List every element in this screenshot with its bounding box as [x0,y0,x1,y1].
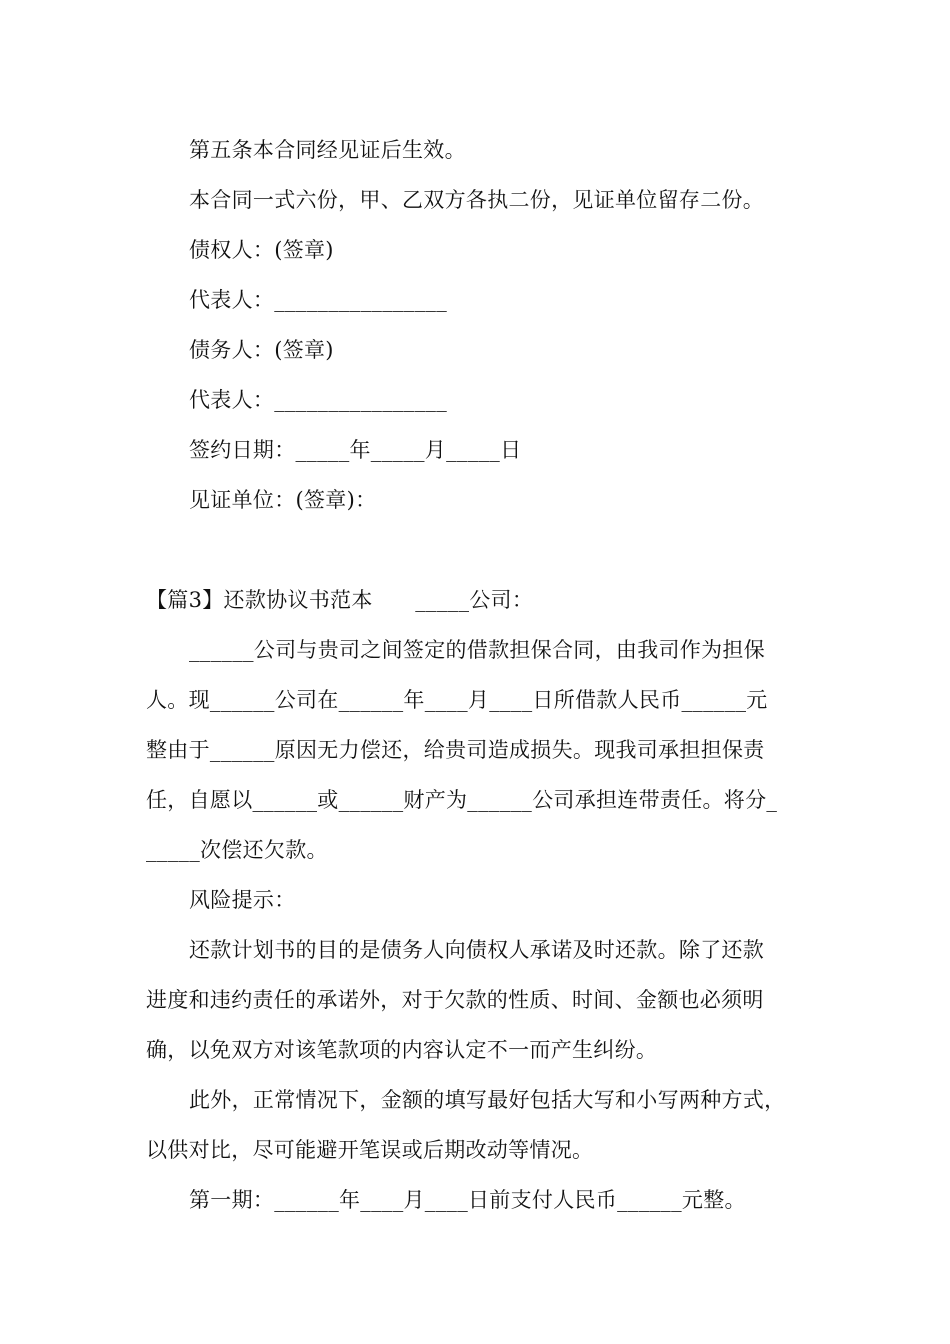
body-line-2: 人。现______公司在______年____月____日所借款人民币______元 [146,688,768,712]
risk-line-5: 以供对比，尽可能避开笔误或后期改动等情况。 [146,1138,594,1162]
body-line-5: _____次偿还欠款。 [146,838,328,862]
creditor-representative: 代表人：________________ [189,288,447,312]
installment-1: 第一期：______年____月____日前支付人民币______元整。 [189,1188,746,1212]
risk-title: 风险提示： [189,888,296,912]
clause-5-effective: 第五条本合同经见证后生效。 [189,138,466,162]
creditor-signature: 债权人：(签章) [189,238,334,262]
witness-unit: 见证单位：(签章)： [189,488,377,512]
signing-date: 签约日期：_____年_____月_____日 [189,438,522,462]
body-line-1: ______公司与贵司之间签定的借款担保合同，由我司作为担保 [189,638,765,662]
risk-line-3: 确，以免双方对该笔款项的内容认定不一而产生纠纷。 [146,1038,658,1062]
risk-line-1: 还款计划书的目的是债务人向债权人承诺及时还款。除了还款 [189,938,765,962]
debtor-signature: 债务人：(签章) [189,338,334,362]
debtor-representative: 代表人：________________ [189,388,447,412]
risk-line-4: 此外，正常情况下，金额的填写最好包括大写和小写两种方式， [189,1088,786,1112]
section-3-heading: 【篇3】还款协议书范本 _____公司： [146,588,534,612]
copies-clause: 本合同一式六份，甲、乙双方各执二份，见证单位留存二份。 [189,188,765,212]
risk-line-2: 进度和违约责任的承诺外，对于欠款的性质、时间、金额也必须明 [146,988,764,1012]
body-line-4: 任，自愿以______或______财产为______公司承担连带责任。将分_ [146,788,778,812]
body-line-3: 整由于______原因无力偿还，给贵司造成损失。现我司承担担保责 [146,738,765,762]
